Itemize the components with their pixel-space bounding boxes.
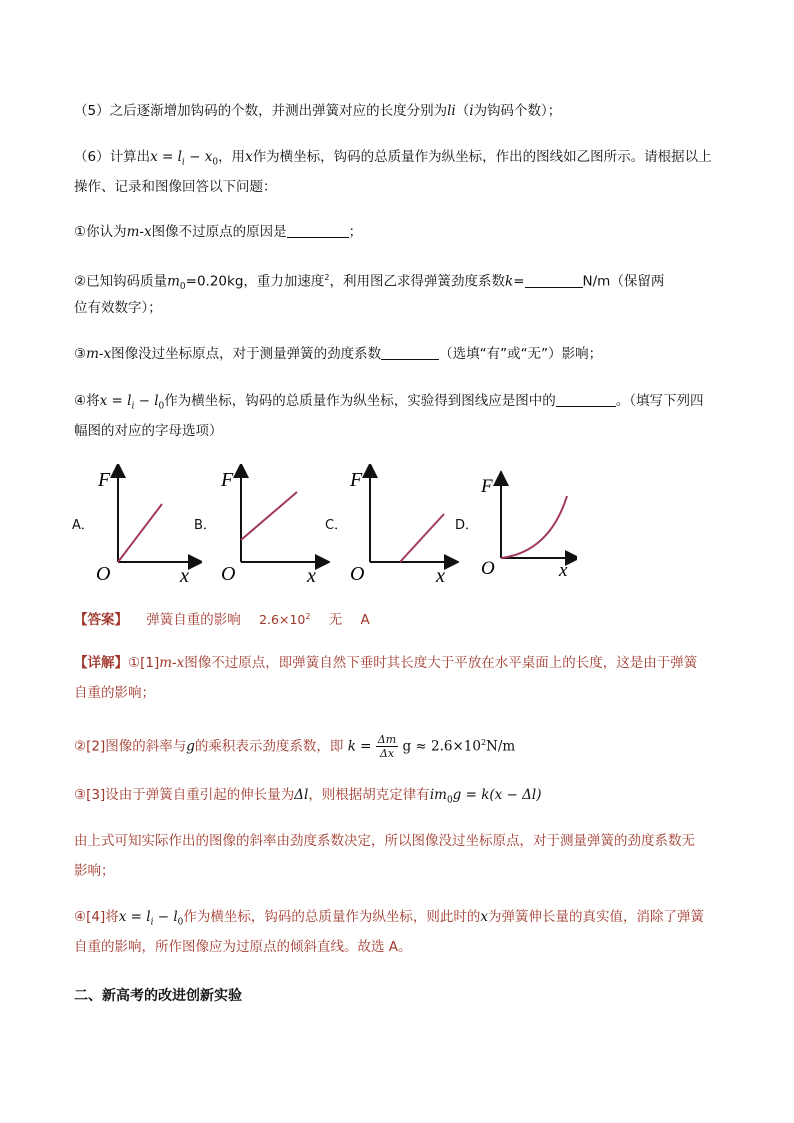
detail-tag: 【详解】 [74,655,128,671]
x-axis-label: x [559,560,568,581]
answer-blank-3[interactable] [381,345,439,360]
origin-label: O [481,558,495,579]
x-axis-label: x [436,565,445,587]
option-a-label: A． [72,518,94,533]
subquestion-1: ①你认为m-x图像不过原点的原因是 ； [74,224,363,240]
answer-2: $2.6\times 10^2$ [259,612,311,628]
option-c-label: C． [325,518,348,533]
y-axis-label: F [350,469,363,491]
detail-p5-line2: 自重的影响，所作图像应为过原点的倾斜直线。故选 A。 [74,939,412,955]
section-heading: 二、新高考的改进创新实验 [74,988,242,1004]
y-axis-label: F [481,476,493,497]
option-d-graph [477,464,577,588]
answer-4: A [360,612,370,629]
y-axis-label: F [98,469,111,491]
x-axis-label: x [307,565,316,587]
answer-tag: 【答案】 [74,612,128,629]
option-d-label: D． [455,518,479,533]
question-6-line2: 操作、记录和图像回答以下问题： [74,179,277,195]
subquestion-2-line2: 位有效数字）； [74,300,162,316]
detail-p5: ④[4]将$x = l_i - l_0$作为横坐标，钩码的总质量作为纵坐标，则此时的x为弹簧伸长量的真实值，消除了弹簧 [74,909,705,928]
detail-p2: ②[2]图像的斜率与g的乘积表示劲度系数，即 k = $\frac{\Delta m}{\Delta x}$ $g \approx 2.6\times 10^2N/m$ [74,733,516,760]
subquestion-4: ④将$x = l_i - l_0$作为横坐标，钩码的总质量作为纵坐标，实验得到图线应是图中的 。（填写下列四 [74,393,704,412]
detail-p1-line2: 自重的影响； [74,685,155,701]
subquestion-3: ③m-x图像没过坐标原点，对于测量弹簧的劲度系数 （选填“有”或“无”）影响； [74,346,603,362]
stiffness-formula: k = $\frac{\Delta m}{\Delta x}$ $g \approx 2.6\times 10^2N/m$ [347,733,516,760]
answer-blank-4[interactable] [556,392,616,407]
subquestion-2: ②已知钩码质量$m_0=0.20kg$，重力加速度$^2$，利用图乙求得弹簧劲度系数k= N/m（保留两 [74,273,665,293]
detail-p4: 由上式可知实际作出的图像的斜率由劲度系数决定，所以图像没过坐标原点，对于测量弹簧的劲度系数无 [74,833,695,849]
graph-line [400,514,444,562]
detail-p4-line2: 影响； [74,863,115,879]
answer-blank-1[interactable] [287,223,349,238]
answer-blank-2[interactable] [525,273,583,288]
detail-p3: ③[3]设由于弹簧自重引起的伸长量为Δl，则根据胡克定律有$im_0g = k(x - \Delta l)$ [74,787,542,806]
option-a-graph [92,464,202,588]
option-c-graph [344,464,459,588]
answer-line [74,607,724,630]
option-b-label: B． [194,518,216,533]
option-b-graph [215,464,330,588]
subquestion-4-line2: 幅图的对应的字母选项） [74,423,223,439]
answer-1: 弹簧自重的影响 [146,612,241,629]
question-6: （6）计算出$x = l_i - x_0$，用x作为横坐标，钩码的总质量作为纵坐标，作出的图线如乙图所示。请根据以上 [74,149,712,168]
graph-curve [501,496,567,558]
graph-line [118,504,162,562]
y-axis-label: F [221,469,234,491]
origin-label: O [350,563,365,585]
question-5: （5）之后逐渐增加钩码的个数，并测出弹簧对应的长度分别为li（i为钩码个数）； [74,103,562,119]
origin-label: O [96,563,111,585]
answer-3: 无 [328,612,343,629]
graph-line [241,492,297,540]
origin-label: O [221,563,236,585]
detail-p1: 【详解】①[1]m-x图像不过原点，即弹簧自然下垂时其长度大于平放在水平桌面上的长度，这是由于弹簧 [74,655,698,671]
x-axis-label: x [180,565,189,587]
